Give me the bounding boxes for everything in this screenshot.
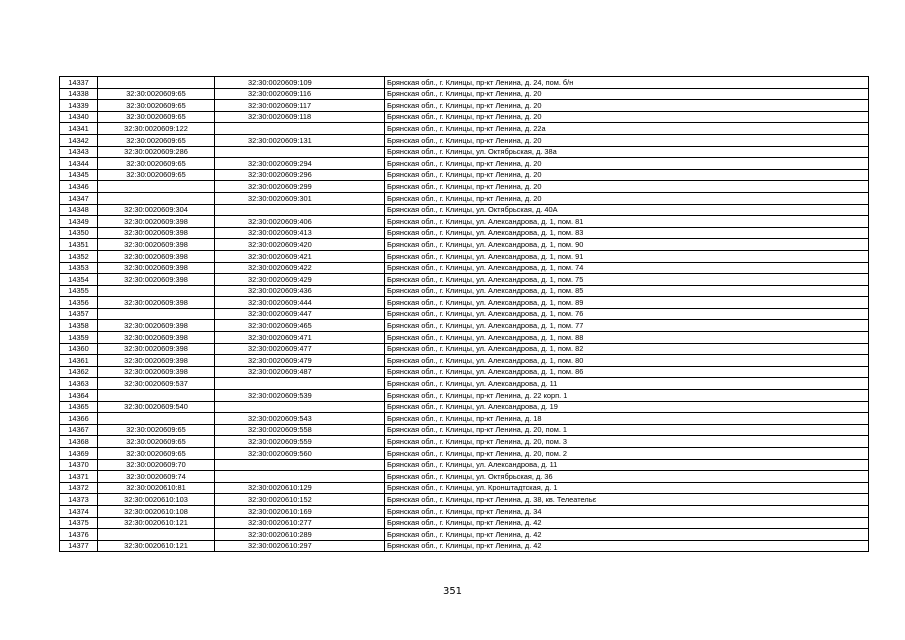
page-number: 351: [442, 586, 463, 597]
parent-cadastral-number-cell: [98, 529, 215, 541]
table-row: [60, 239, 869, 251]
row-number-cell: 14369: [60, 448, 98, 460]
cadastral-number-cell: [215, 459, 385, 471]
cadastral-number-cell: 32:30:0020609:117: [215, 100, 385, 112]
address-cell: Брянская обл., г. Клинцы, пр-кт Ленина, д. 20: [385, 88, 869, 100]
parent-cadastral-number-cell: 32:30:0020609:537: [98, 378, 215, 390]
table-row: [60, 227, 869, 239]
row-number-cell: 14352: [60, 250, 98, 262]
parent-cadastral-number-cell: 32:30:0020610:121: [98, 540, 215, 552]
table-row: [60, 192, 869, 204]
cadastral-number-cell: 32:30:0020609:118: [215, 111, 385, 123]
parent-cadastral-number-cell: 32:30:0020609:398: [98, 355, 215, 367]
row-number-cell: 14338: [60, 88, 98, 100]
cadastral-number-cell: 32:30:0020609:487: [215, 366, 385, 378]
address-cell: Брянская обл., г. Клинцы, пр-кт Ленина, д. 20: [385, 111, 869, 123]
row-number-cell: 14371: [60, 471, 98, 483]
table-row: [60, 459, 869, 471]
address-cell: Брянская обл., г. Клинцы, пр-кт Ленина, д. 20: [385, 181, 869, 193]
address-cell: Брянская обл., г. Клинцы, пр-кт Ленина, д. 20, пом. 3: [385, 436, 869, 448]
table-row: [60, 366, 869, 378]
cadastral-number-cell: [215, 123, 385, 135]
row-number-cell: 14340: [60, 111, 98, 123]
parent-cadastral-number-cell: 32:30:0020609:65: [98, 158, 215, 170]
parent-cadastral-number-cell: 32:30:0020609:398: [98, 320, 215, 332]
address-cell: Брянская обл., г. Клинцы, ул. Александрова, д. 1, пом. 80: [385, 355, 869, 367]
table-row: [60, 471, 869, 483]
cadastral-number-cell: 32:30:0020609:429: [215, 274, 385, 286]
cadastral-number-cell: 32:30:0020609:131: [215, 134, 385, 146]
cadastral-number-cell: 32:30:0020609:444: [215, 297, 385, 309]
table-row: [60, 436, 869, 448]
parent-cadastral-number-cell: 32:30:0020609:398: [98, 239, 215, 251]
cadastral-number-cell: 32:30:0020609:301: [215, 192, 385, 204]
row-number-cell: 14368: [60, 436, 98, 448]
row-number-cell: 14372: [60, 482, 98, 494]
cadastral-number-cell: [215, 146, 385, 158]
cadastral-number-cell: [215, 401, 385, 413]
parent-cadastral-number-cell: 32:30:0020609:398: [98, 262, 215, 274]
row-number-cell: 14377: [60, 540, 98, 552]
row-number-cell: 14366: [60, 413, 98, 425]
table-row: [60, 111, 869, 123]
cadastral-number-cell: 32:30:0020609:406: [215, 216, 385, 228]
row-number-cell: 14358: [60, 320, 98, 332]
cadastral-number-cell: 32:30:0020610:129: [215, 482, 385, 494]
row-number-cell: 14373: [60, 494, 98, 506]
parent-cadastral-number-cell: 32:30:0020609:65: [98, 134, 215, 146]
cadastral-number-cell: 32:30:0020610:297: [215, 540, 385, 552]
table-row: [60, 378, 869, 390]
parent-cadastral-number-cell: 32:30:0020609:398: [98, 297, 215, 309]
address-cell: Брянская обл., г. Клинцы, пр-кт Ленина, д. 20: [385, 192, 869, 204]
table-row: [60, 308, 869, 320]
table-row: [60, 77, 869, 89]
address-cell: Брянская обл., г. Клинцы, ул. Александрова, д. 11: [385, 459, 869, 471]
cadastral-number-cell: 32:30:0020609:559: [215, 436, 385, 448]
cadastral-number-cell: 32:30:0020609:477: [215, 343, 385, 355]
address-cell: Брянская обл., г. Клинцы, ул. Октябрьская, д. 36: [385, 471, 869, 483]
parent-cadastral-number-cell: 32:30:0020609:398: [98, 250, 215, 262]
address-cell: Брянская обл., г. Клинцы, ул. Александрова, д. 1, пом. 81: [385, 216, 869, 228]
cadastral-number-cell: 32:30:0020609:436: [215, 285, 385, 297]
address-cell: Брянская обл., г. Клинцы, пр-кт Ленина, д. 42: [385, 540, 869, 552]
address-cell: Брянская обл., г. Клинцы, ул. Александрова, д. 1, пом. 91: [385, 250, 869, 262]
parent-cadastral-number-cell: 32:30:0020609:65: [98, 436, 215, 448]
address-cell: Брянская обл., г. Клинцы, пр-кт Ленина, д. 34: [385, 505, 869, 517]
row-number-cell: 14357: [60, 308, 98, 320]
table-row: [60, 262, 869, 274]
row-number-cell: 14343: [60, 146, 98, 158]
parent-cadastral-number-cell: 32:30:0020609:122: [98, 123, 215, 135]
cadastral-number-cell: 32:30:0020609:109: [215, 77, 385, 89]
row-number-cell: 14363: [60, 378, 98, 390]
cadastral-number-cell: 32:30:0020610:289: [215, 529, 385, 541]
parent-cadastral-number-cell: [98, 413, 215, 425]
cadastral-number-cell: 32:30:0020609:420: [215, 239, 385, 251]
row-number-cell: 14355: [60, 285, 98, 297]
parent-cadastral-number-cell: 32:30:0020609:65: [98, 100, 215, 112]
row-number-cell: 14376: [60, 529, 98, 541]
address-cell: Брянская обл., г. Клинцы, ул. Александрова, д. 1, пом. 89: [385, 297, 869, 309]
table-row: [60, 88, 869, 100]
row-number-cell: 14364: [60, 390, 98, 402]
parent-cadastral-number-cell: 32:30:0020609:74: [98, 471, 215, 483]
address-cell: Брянская обл., г. Клинцы, ул. Александрова, д. 1, пом. 75: [385, 274, 869, 286]
table-row: [60, 146, 869, 158]
address-cell: Брянская обл., г. Клинцы, ул. Александрова, д. 1, пом. 85: [385, 285, 869, 297]
row-number-cell: 14347: [60, 192, 98, 204]
parent-cadastral-number-cell: 32:30:0020609:304: [98, 204, 215, 216]
address-cell: Брянская обл., г. Клинцы, ул. Кронштадтская, д. 1: [385, 482, 869, 494]
table-row: [60, 204, 869, 216]
address-cell: Брянская обл., г. Клинцы, пр-кт Ленина, д. 20: [385, 158, 869, 170]
parent-cadastral-number-cell: 32:30:0020609:70: [98, 459, 215, 471]
address-cell: Брянская обл., г. Клинцы, пр-кт Ленина, д. 24, пом. б/н: [385, 77, 869, 89]
cadastral-number-cell: 32:30:0020609:294: [215, 158, 385, 170]
cadastral-number-cell: 32:30:0020609:421: [215, 250, 385, 262]
parent-cadastral-number-cell: 32:30:0020609:398: [98, 227, 215, 239]
table-row: [60, 540, 869, 552]
row-number-cell: 14361: [60, 355, 98, 367]
cadastral-number-cell: 32:30:0020609:543: [215, 413, 385, 425]
table-row: [60, 355, 869, 367]
table-row: [60, 494, 869, 506]
row-number-cell: 14370: [60, 459, 98, 471]
parent-cadastral-number-cell: 32:30:0020609:65: [98, 169, 215, 181]
row-number-cell: 14367: [60, 424, 98, 436]
cadastral-number-cell: 32:30:0020609:479: [215, 355, 385, 367]
address-cell: Брянская обл., г. Клинцы, пр-кт Ленина, д. 18: [385, 413, 869, 425]
address-cell: Брянская обл., г. Клинцы, ул. Александрова, д. 1, пом. 88: [385, 332, 869, 344]
parent-cadastral-number-cell: [98, 308, 215, 320]
address-cell: Брянская обл., г. Клинцы, пр-кт Ленина, д. 38, кв. Телеательє: [385, 494, 869, 506]
table-row: [60, 297, 869, 309]
row-number-cell: 14360: [60, 343, 98, 355]
row-number-cell: 14375: [60, 517, 98, 529]
table-row: [60, 401, 869, 413]
table-row: [60, 100, 869, 112]
cadastral-number-cell: 32:30:0020610:277: [215, 517, 385, 529]
parent-cadastral-number-cell: [98, 77, 215, 89]
cadastral-number-cell: [215, 204, 385, 216]
address-cell: Брянская обл., г. Клинцы, ул. Александрова, д. 1, пом. 86: [385, 366, 869, 378]
table-row: [60, 216, 869, 228]
parent-cadastral-number-cell: 32:30:0020610:108: [98, 505, 215, 517]
cadastral-number-cell: 32:30:0020609:558: [215, 424, 385, 436]
row-number-cell: 14356: [60, 297, 98, 309]
cadastral-number-cell: 32:30:0020609:471: [215, 332, 385, 344]
row-number-cell: 14351: [60, 239, 98, 251]
table-row: [60, 517, 869, 529]
address-cell: Брянская обл., г. Клинцы, пр-кт Ленина, д. 20: [385, 100, 869, 112]
row-number-cell: 14346: [60, 181, 98, 193]
table-row: [60, 390, 869, 402]
row-number-cell: 14359: [60, 332, 98, 344]
cadastral-number-cell: 32:30:0020609:465: [215, 320, 385, 332]
row-number-cell: 14374: [60, 505, 98, 517]
row-number-cell: 14337: [60, 77, 98, 89]
cadastral-number-cell: 32:30:0020610:152: [215, 494, 385, 506]
address-cell: Брянская обл., г. Клинцы, ул. Александрова, д. 19: [385, 401, 869, 413]
cadastral-number-cell: 32:30:0020609:299: [215, 181, 385, 193]
parent-cadastral-number-cell: 32:30:0020609:398: [98, 343, 215, 355]
parent-cadastral-number-cell: 32:30:0020609:286: [98, 146, 215, 158]
table-row: [60, 448, 869, 460]
row-number-cell: 14354: [60, 274, 98, 286]
row-number-cell: 14339: [60, 100, 98, 112]
table-row: [60, 505, 869, 517]
address-cell: Брянская обл., г. Клинцы, пр-кт Ленина, д. 20, пом. 1: [385, 424, 869, 436]
parent-cadastral-number-cell: 32:30:0020609:65: [98, 88, 215, 100]
address-cell: Брянская обл., г. Клинцы, ул. Александрова, д. 1, пом. 76: [385, 308, 869, 320]
table-body: [60, 77, 869, 552]
address-cell: Брянская обл., г. Клинцы, пр-кт Ленина, д. 20: [385, 169, 869, 181]
table-row: [60, 343, 869, 355]
row-number-cell: 14344: [60, 158, 98, 170]
address-cell: Брянская обл., г. Клинцы, ул. Александрова, д. 1, пом. 90: [385, 239, 869, 251]
table-row: [60, 123, 869, 135]
address-cell: Брянская обл., г. Клинцы, пр-кт Ленина, д. 22 корп. 1: [385, 390, 869, 402]
address-cell: Брянская обл., г. Клинцы, пр-кт Ленина, д. 42: [385, 529, 869, 541]
parent-cadastral-number-cell: 32:30:0020609:398: [98, 366, 215, 378]
address-cell: Брянская обл., г. Клинцы, ул. Александрова, д. 1, пом. 83: [385, 227, 869, 239]
parent-cadastral-number-cell: 32:30:0020609:65: [98, 111, 215, 123]
table-row: [60, 285, 869, 297]
cadastral-table: [59, 76, 869, 552]
row-number-cell: 14349: [60, 216, 98, 228]
row-number-cell: 14342: [60, 134, 98, 146]
parent-cadastral-number-cell: [98, 192, 215, 204]
table-row: [60, 158, 869, 170]
parent-cadastral-number-cell: [98, 390, 215, 402]
row-number-cell: 14350: [60, 227, 98, 239]
address-cell: Брянская обл., г. Клинцы, ул. Александрова, д. 1, пом. 82: [385, 343, 869, 355]
parent-cadastral-number-cell: 32:30:0020609:398: [98, 274, 215, 286]
table-row: [60, 332, 869, 344]
parent-cadastral-number-cell: 32:30:0020609:398: [98, 332, 215, 344]
cadastral-number-cell: [215, 378, 385, 390]
cadastral-number-cell: 32:30:0020609:560: [215, 448, 385, 460]
address-cell: Брянская обл., г. Клинцы, пр-кт Ленина, д. 20: [385, 134, 869, 146]
table-row: [60, 529, 869, 541]
address-cell: Брянская обл., г. Клинцы, пр-кт Ленина, д. 42: [385, 517, 869, 529]
row-number-cell: 14348: [60, 204, 98, 216]
address-cell: Брянская обл., г. Клинцы, пр-кт Ленина, д. 22а: [385, 123, 869, 135]
parent-cadastral-number-cell: [98, 181, 215, 193]
table-row: [60, 169, 869, 181]
parent-cadastral-number-cell: 32:30:0020610:103: [98, 494, 215, 506]
parent-cadastral-number-cell: [98, 285, 215, 297]
cadastral-number-cell: 32:30:0020609:116: [215, 88, 385, 100]
row-number-cell: 14345: [60, 169, 98, 181]
cadastral-number-cell: [215, 471, 385, 483]
parent-cadastral-number-cell: 32:30:0020609:65: [98, 448, 215, 460]
cadastral-number-cell: 32:30:0020609:422: [215, 262, 385, 274]
table-row: [60, 181, 869, 193]
cadastral-number-cell: 32:30:0020609:413: [215, 227, 385, 239]
row-number-cell: 14365: [60, 401, 98, 413]
cadastral-number-cell: 32:30:0020610:169: [215, 505, 385, 517]
table-row: [60, 413, 869, 425]
table-row: [60, 134, 869, 146]
parent-cadastral-number-cell: 32:30:0020609:65: [98, 424, 215, 436]
table-row: [60, 320, 869, 332]
row-number-cell: 14341: [60, 123, 98, 135]
table-row: [60, 482, 869, 494]
address-cell: Брянская обл., г. Клинцы, ул. Александрова, д. 1, пом. 74: [385, 262, 869, 274]
parent-cadastral-number-cell: 32:30:0020609:398: [98, 216, 215, 228]
table-row: [60, 424, 869, 436]
parent-cadastral-number-cell: 32:30:0020610:81: [98, 482, 215, 494]
address-cell: Брянская обл., г. Клинцы, ул. Октябрьская, д. 40А: [385, 204, 869, 216]
table-row: [60, 250, 869, 262]
parent-cadastral-number-cell: 32:30:0020609:540: [98, 401, 215, 413]
parent-cadastral-number-cell: 32:30:0020610:121: [98, 517, 215, 529]
table-row: [60, 274, 869, 286]
address-cell: Брянская обл., г. Клинцы, ул. Александрова, д. 1, пом. 77: [385, 320, 869, 332]
cadastral-number-cell: 32:30:0020609:296: [215, 169, 385, 181]
address-cell: Брянская обл., г. Клинцы, ул. Александрова, д. 11: [385, 378, 869, 390]
address-cell: Брянская обл., г. Клинцы, пр-кт Ленина, д. 20, пом. 2: [385, 448, 869, 460]
row-number-cell: 14362: [60, 366, 98, 378]
cadastral-number-cell: 32:30:0020609:539: [215, 390, 385, 402]
address-cell: Брянская обл., г. Клинцы, ул. Октябрьская, д. 38а: [385, 146, 869, 158]
row-number-cell: 14353: [60, 262, 98, 274]
cadastral-number-cell: 32:30:0020609:447: [215, 308, 385, 320]
